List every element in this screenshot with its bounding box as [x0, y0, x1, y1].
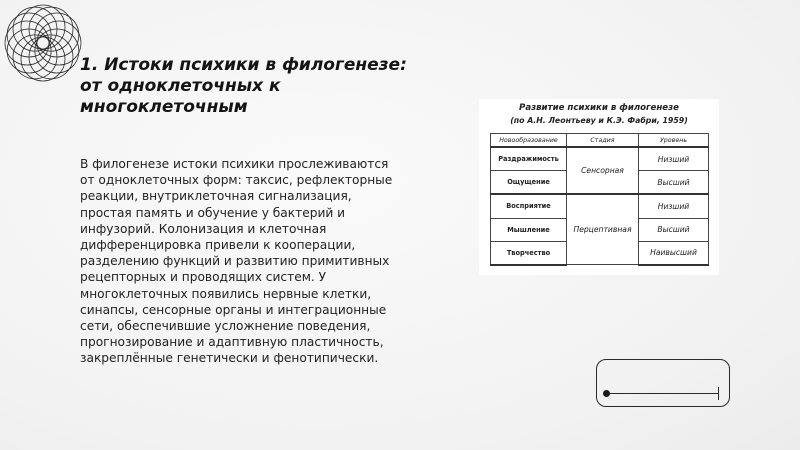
slide-title: 1. Истоки психики в филогенезе: от одноклеточных к многоклеточным [80, 55, 407, 117]
formation-cell: Мышление [491, 218, 567, 241]
stage-cell-perceptive: Перцептивная [567, 194, 639, 265]
formation-cell: Ощущение [491, 171, 567, 195]
slide-body-text: В филогенезе истоки психики прослеживаются от одноклеточных форм: таксис, рефлекторные реакции, внутриклеточная сигнализация, простая память и обучение у бактерий и инфузорий. Колонизация и клеточная дифференцировка привели к кооперации, разделению функций и развитию примитивных рецепторных и проводящих систем. У многоклеточных появились нервные клетки, синапсы, сенсорные органы и интеграционные сети, обеспечившие усложнение поведения, прогнозирование и адаптивную пластичность, закреплённые генетически и фенотипически. [80, 157, 393, 366]
table-row [491, 147, 709, 171]
phylogenesis-table [490, 133, 709, 266]
stage-cell-sensory: Сенсорная [567, 147, 639, 194]
figure-title: Развитие психики в филогенезе [519, 103, 679, 113]
table-row [491, 194, 709, 218]
level-cell: Низший [639, 147, 709, 171]
formation-cell: Раздражимость [491, 147, 567, 171]
level-cell: Высший [639, 218, 709, 241]
progress-end-marker [718, 387, 719, 400]
media-player-control[interactable] [596, 359, 730, 407]
progress-track[interactable] [606, 393, 719, 394]
formation-cell: Восприятие [491, 194, 567, 218]
table-header-row [491, 134, 709, 148]
header-stage: Стадия [567, 134, 639, 148]
level-cell: Высший [639, 171, 709, 195]
formation-cell: Творчество [491, 241, 567, 265]
level-cell: Низший [639, 194, 709, 218]
progress-handle[interactable] [603, 390, 610, 397]
header-formation: Новообразование [491, 134, 567, 148]
phylogenesis-table-figure [479, 99, 719, 275]
header-level: Уровень [639, 134, 709, 148]
decorative-circles-icon [2, 2, 84, 84]
figure-subtitle: (по А.Н. Леонтьеву и К.Э. Фабри, 1959) [510, 116, 688, 125]
level-cell: Наивысший [639, 241, 709, 265]
